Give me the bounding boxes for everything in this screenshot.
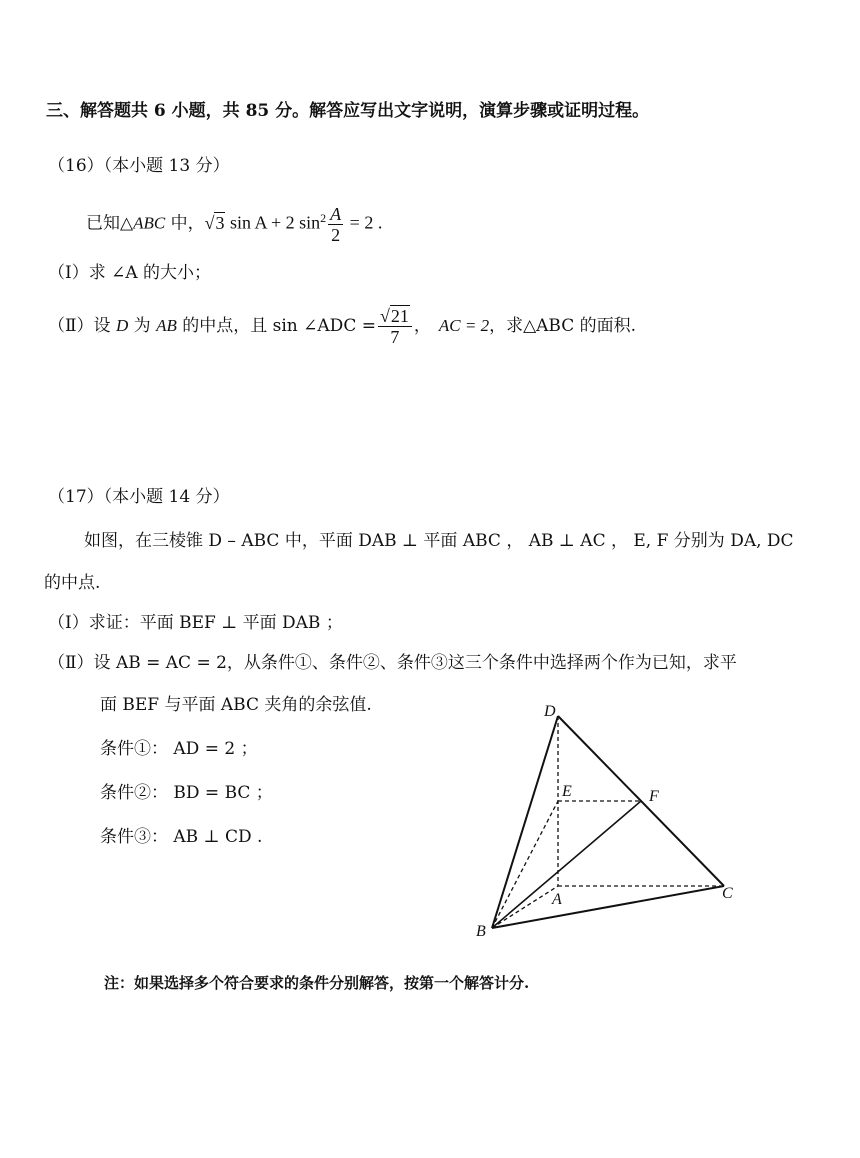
label-E: E — [562, 783, 572, 800]
q16-part1: （Ⅰ）求 ∠A 的大小； — [48, 263, 212, 283]
q16-sqrt3-radicand: 3 — [215, 212, 225, 233]
q17-part1: （Ⅰ）求证：平面 BEF ⊥ 平面 DAB ； — [48, 613, 343, 633]
q16-triangle-name: ABC — [133, 213, 166, 233]
q17-condition-2: 条件②： BD = BC ； — [100, 783, 273, 803]
label-B: B — [476, 923, 486, 940]
q16-square: 2 — [320, 211, 327, 225]
segment-BF — [492, 801, 641, 928]
q17-condition-1: 条件①： AD = 2 ； — [100, 739, 258, 759]
q17-part2-line2: 面 BEF 与平面 ABC 夹角的余弦值. — [100, 695, 372, 715]
q16-stem-mid: 中， — [165, 213, 205, 234]
q17-stem-line1: 如图，在三棱锥 D – ABC 中，平面 DAB ⊥ 平面 ABC ， AB ⊥ AC ， E, F 分别为 DA, DC — [84, 531, 794, 551]
q16-part2-a: （Ⅱ）设 — [48, 316, 116, 336]
q16-stem-prefix: 已知 — [86, 213, 120, 234]
q16-part2-b: 为 — [128, 316, 157, 336]
q16-equals: = 2 . — [345, 212, 383, 233]
label-A: A — [552, 891, 562, 908]
q16-title: （16）（本小题 13 分） — [48, 156, 230, 176]
q16-sqrt3: √3 — [204, 212, 225, 233]
q16-frac-den-7: 7 — [390, 327, 400, 347]
q17-part2-line1: （Ⅱ）设 AB = AC = 2，从条件①、条件②、条件③这三个条件中选择两个作为已知，求平 — [48, 653, 737, 673]
q17-condition-3: 条件③： AB ⊥ CD . — [100, 827, 263, 847]
edge-DB — [492, 716, 558, 928]
q16-stem — [86, 196, 382, 246]
q16-triangle-symbol: △ — [120, 213, 134, 234]
section-header: 三、解答题共 6 小题，共 85 分。解答应写出文字说明，演算步骤或证明过程。 — [46, 101, 650, 121]
q16-part2-d: ， — [413, 316, 431, 336]
q16-sqrt21: 21 — [390, 306, 409, 326]
tetrahedron-figure — [460, 690, 750, 950]
q16-frac-den: 2 — [331, 224, 341, 245]
label-C: C — [722, 885, 733, 902]
label-D: D — [544, 703, 556, 720]
q16-part2-e: ，求△ABC 的面积. — [489, 316, 637, 336]
q16-part2-AB: AB — [156, 316, 177, 335]
label-F: F — [649, 788, 659, 805]
q16-part2-AC: AC = 2 — [438, 316, 490, 335]
q16-part2-c: 的中点，且 sin ∠ADC = — [176, 316, 376, 336]
q16-sinA: sin A + 2 sin — [225, 212, 321, 233]
q16-part2 — [48, 302, 636, 350]
q16-part2-D: D — [115, 316, 129, 335]
edge-BC — [492, 886, 724, 928]
q16-sin-fraction: $\frac{√21}{7}$ — [378, 306, 412, 347]
q17-note: 注：如果选择多个符合要求的条件分别解答，按第一个解答计分. — [104, 974, 530, 992]
q17-stem-line2: 的中点. — [44, 573, 101, 593]
q16-half-angle-fraction — [328, 204, 343, 245]
q16-frac-num: A — [330, 203, 342, 224]
q17-title: （17）（本小题 14 分） — [48, 487, 230, 507]
